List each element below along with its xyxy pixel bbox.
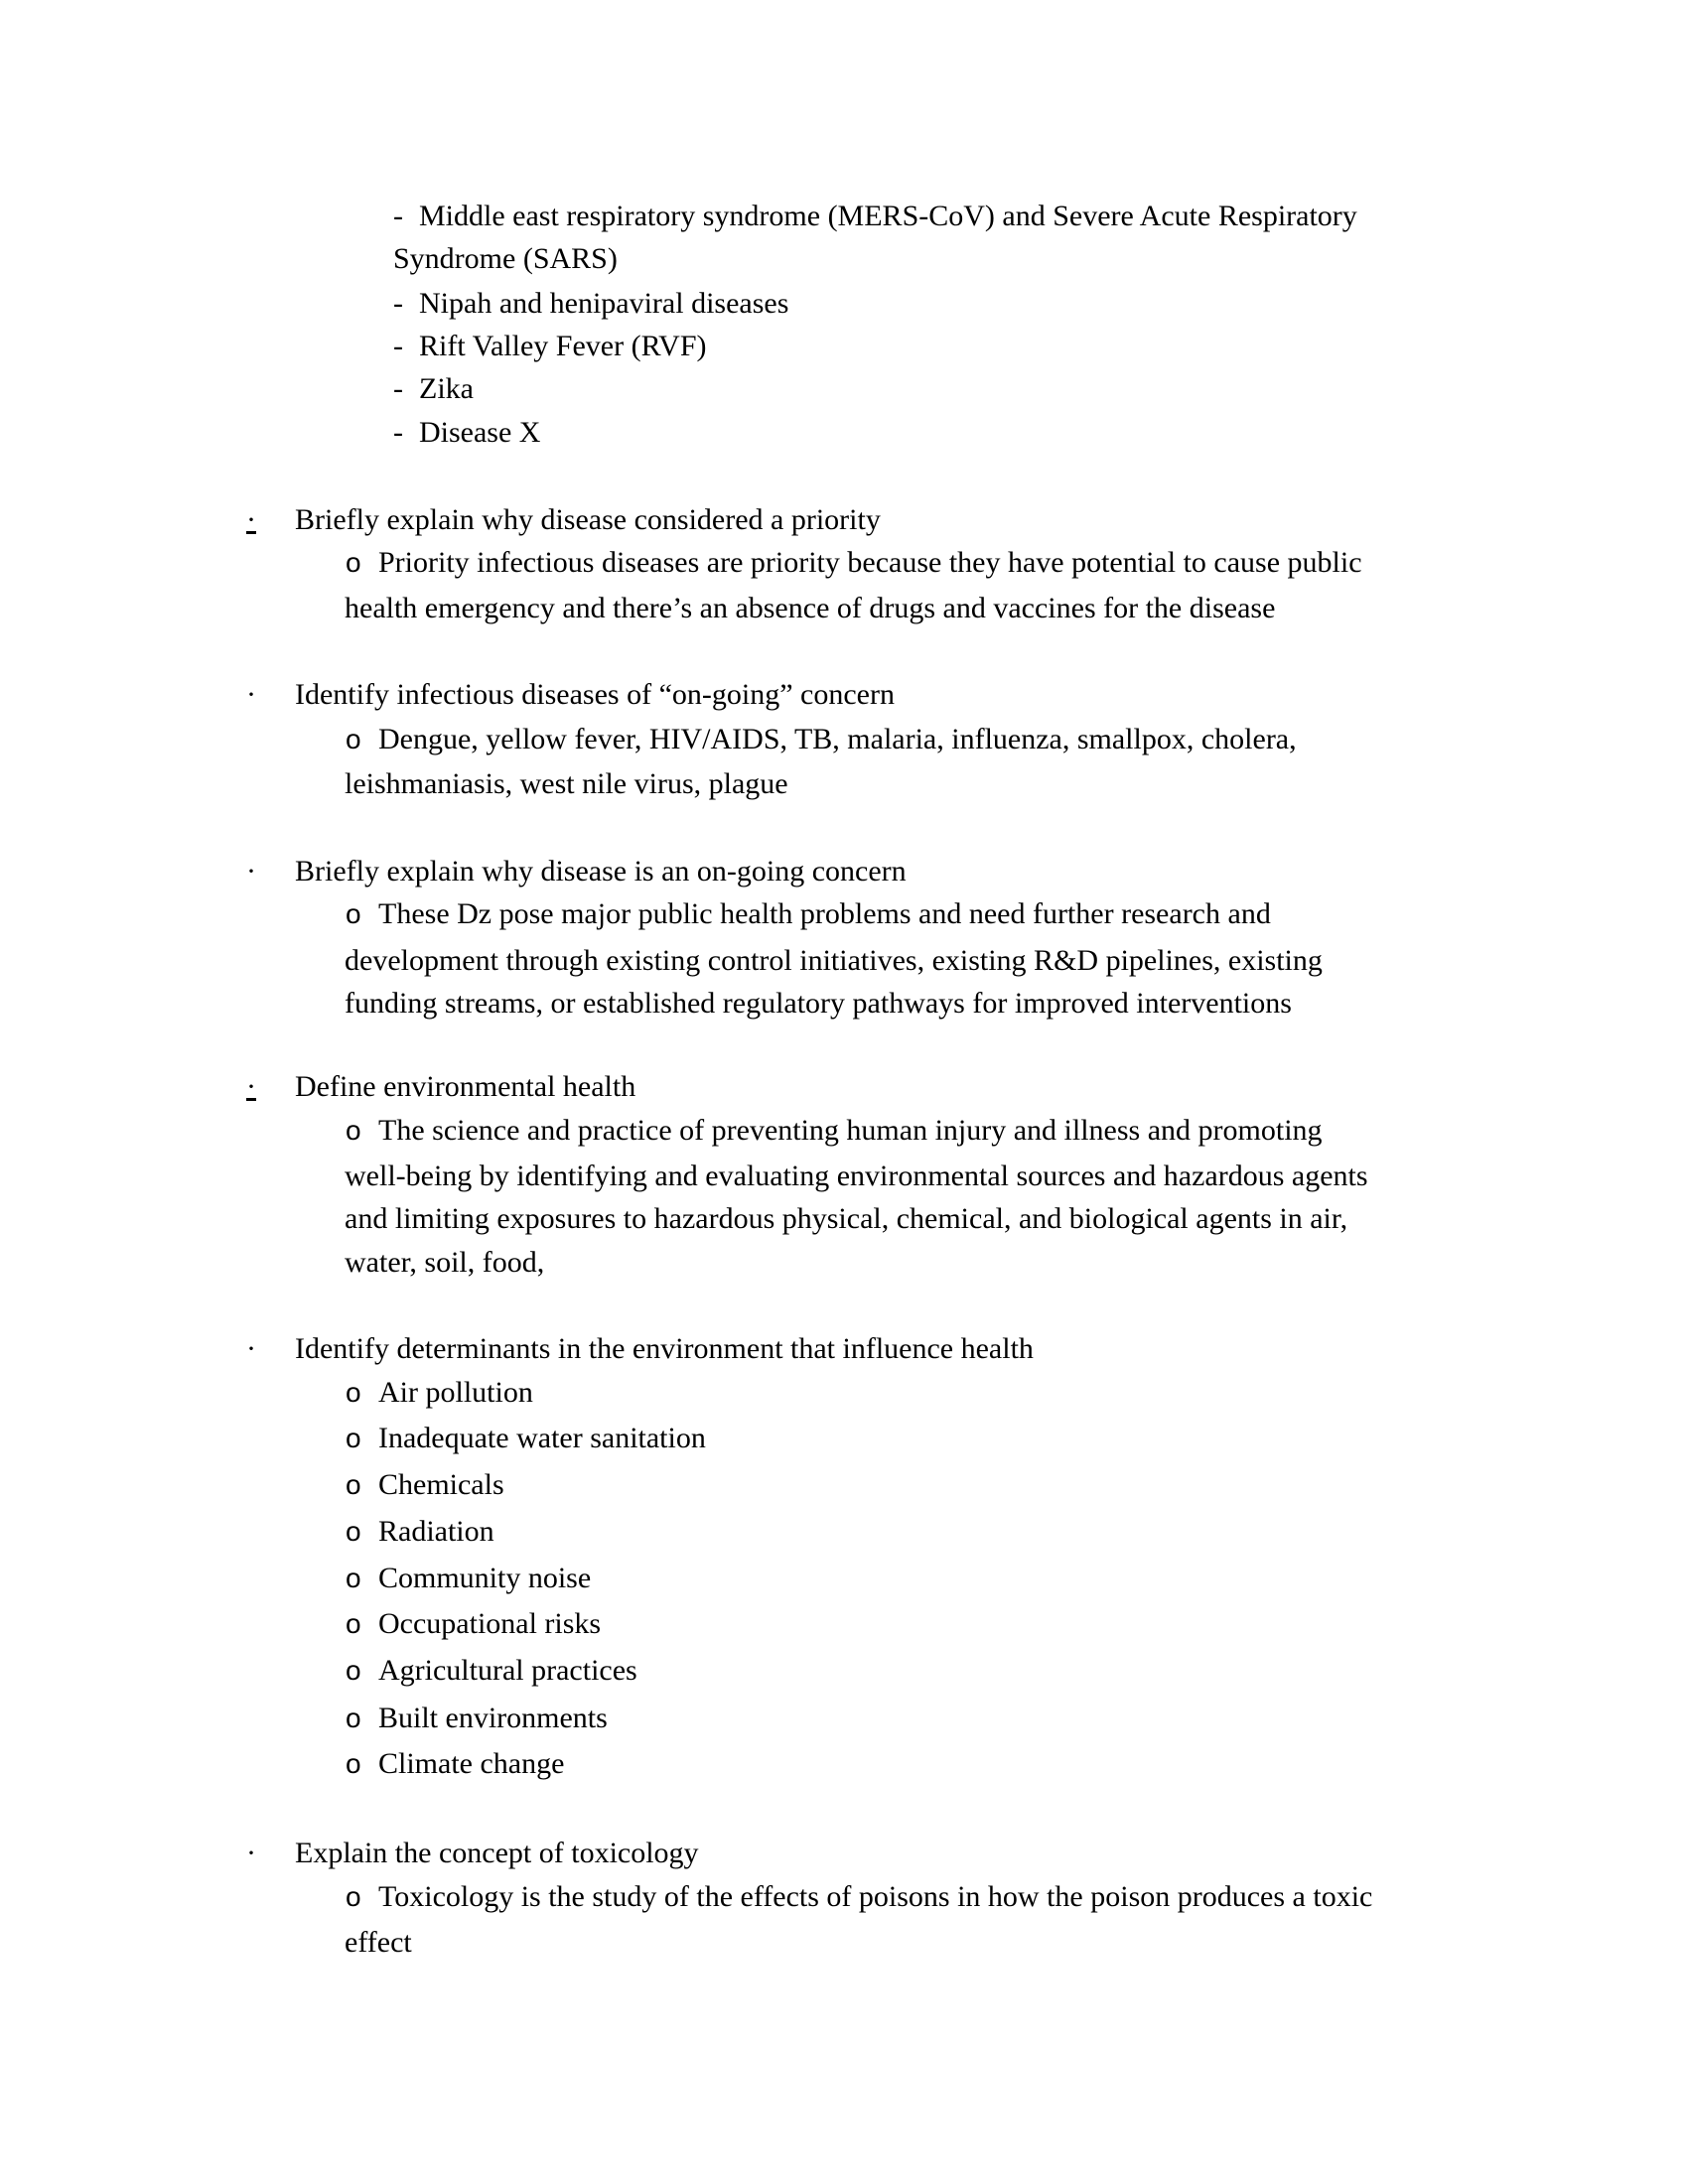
dash-marker: - (393, 416, 403, 449)
answer-line: development through existing control initiatives, existing R&D pipelines, existing (345, 944, 1323, 977)
determinant-item: Chemicals (378, 1468, 504, 1501)
dash-marker: - (393, 200, 403, 232)
section-heading: Briefly explain why disease is an on-going concern (295, 855, 907, 887)
bullet-marker: · (246, 855, 256, 887)
bullet-marker: · (246, 1332, 256, 1365)
dash-marker: - (393, 330, 403, 362)
sub-bullet-marker: o (346, 898, 361, 929)
list-item-line: Rift Valley Fever (RVF) (419, 330, 707, 362)
bullet-marker: · (246, 1070, 256, 1103)
determinant-item: Radiation (378, 1515, 494, 1548)
sub-bullet-marker: o (346, 1748, 361, 1779)
section-heading: Define environmental health (295, 1070, 636, 1103)
sub-bullet-marker: o (346, 547, 361, 578)
sub-bullet-marker: o (346, 1563, 361, 1593)
sub-bullet-marker: o (346, 1377, 361, 1408)
answer-line: Priority infectious diseases are priority because they have potential to cause public (378, 546, 1362, 579)
list-item-line: Zika (419, 372, 474, 405)
sub-bullet-marker: o (346, 1469, 361, 1500)
list-item-line: Middle east respiratory syndrome (MERS-CoV) and Severe Acute Respiratory (419, 200, 1357, 232)
section-heading: Identify infectious diseases of “on-going” concern (295, 678, 895, 711)
dash-marker: - (393, 287, 403, 320)
answer-line: water, soil, food, (345, 1246, 545, 1279)
sub-bullet-marker: o (346, 1115, 361, 1146)
sub-bullet-marker: o (346, 1655, 361, 1686)
sub-bullet-marker: o (346, 1608, 361, 1639)
section-heading: Explain the concept of toxicology (295, 1837, 699, 1869)
sub-bullet-marker: o (346, 1516, 361, 1547)
answer-line: These Dz pose major public health problems and need further research and (378, 897, 1271, 930)
bullet-marker: · (246, 503, 256, 536)
bullet-marker: · (246, 678, 256, 711)
answer-line: Dengue, yellow fever, HIV/AIDS, TB, malaria, influenza, smallpox, cholera, (378, 723, 1297, 755)
determinant-item: Community noise (378, 1562, 592, 1594)
answer-line: health emergency and there’s an absence of drugs and vaccines for the disease (345, 592, 1276, 624)
determinant-item: Air pollution (378, 1376, 533, 1409)
answer-line: and limiting exposures to hazardous physical, chemical, and biological agents in air, (345, 1202, 1348, 1235)
list-item-line: Disease X (419, 416, 541, 449)
sub-bullet-marker: o (346, 1423, 361, 1453)
answer-line: effect (345, 1926, 412, 1959)
bullet-marker: · (246, 1837, 256, 1869)
determinant-item: Agricultural practices (378, 1654, 637, 1687)
answer-line: well-being by identifying and evaluating environmental sources and hazardous agents (345, 1160, 1368, 1192)
answer-line: funding streams, or established regulatory pathways for improved interventions (345, 987, 1292, 1020)
dash-marker: - (393, 372, 403, 405)
sub-bullet-marker: o (346, 724, 361, 754)
section-heading: Briefly explain why disease considered a priority (295, 503, 881, 536)
determinant-item: Inadequate water sanitation (378, 1422, 706, 1454)
answer-line: leishmaniasis, west nile virus, plague (345, 767, 788, 800)
list-item-line: Nipah and henipaviral diseases (419, 287, 789, 320)
sub-bullet-marker: o (346, 1881, 361, 1912)
section-heading: Identify determinants in the environment that influence health (295, 1332, 1034, 1365)
list-item-line: Syndrome (SARS) (393, 242, 618, 275)
answer-line: The science and practice of preventing human injury and illness and promoting (378, 1114, 1323, 1147)
answer-line: Toxicology is the study of the effects of poisons in how the poison produces a toxic (378, 1880, 1373, 1913)
determinant-item: Climate change (378, 1747, 565, 1780)
determinant-item: Built environments (378, 1702, 608, 1734)
determinant-item: Occupational risks (378, 1607, 602, 1640)
sub-bullet-marker: o (346, 1703, 361, 1733)
